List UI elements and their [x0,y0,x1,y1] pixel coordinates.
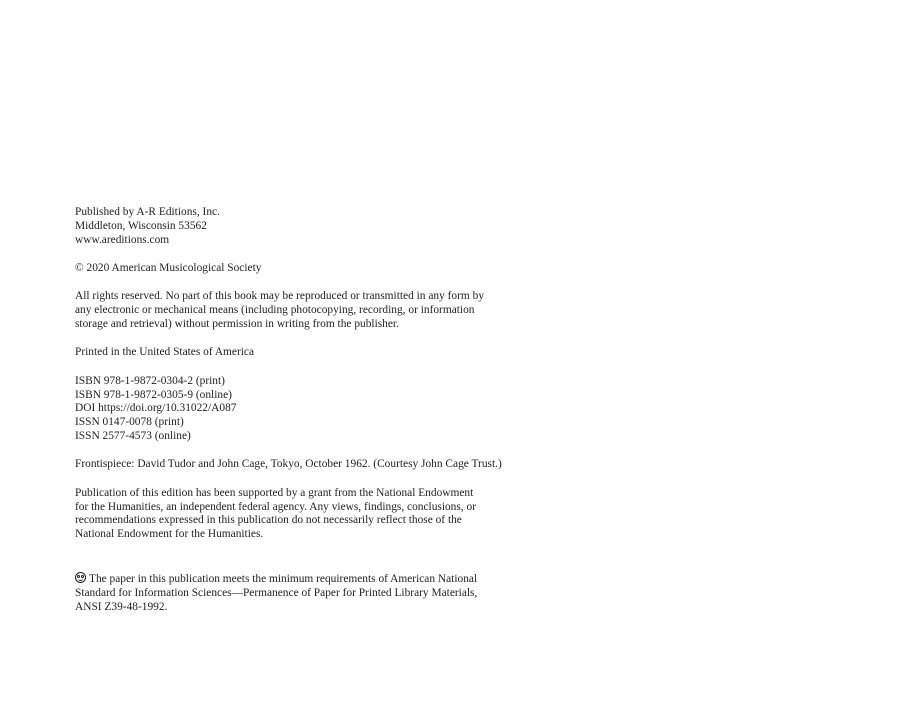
paper-line-2: Standard for Information Sciences—Permanence of Paper for Printed Library Materials, [75,586,478,599]
paper-line-3: ANSI Z39-48-1992. [75,600,168,613]
paper-line-1-wrapper [75,572,515,587]
copyright-line: © 2020 American Musicological Society [75,261,262,274]
copyright-notice [75,262,515,276]
publisher-info [75,206,515,247]
paper-line-1: The paper in this publication meets the minimum requirements of American National [89,572,478,585]
doi: DOI https://doi.org/10.31022/A087 [75,402,237,415]
grant-statement [75,487,515,542]
printed-location [75,346,515,360]
isbn-print: ISBN 978-1-9872-0304-2 (print) [75,374,225,387]
grant-line-4: National Endowment for the Humanities. [75,528,264,541]
publisher-location: Middleton, Wisconsin 53562 [75,219,207,232]
grant-line-2: for the Humanities, an independent federal agency. Any views, findings, conclusions, or [75,500,476,513]
publisher-website: www.areditions.com [75,233,170,246]
paper-statement [75,572,515,614]
acid-free-paper-icon [75,572,86,583]
identifiers [75,375,515,444]
grant-line-1: Publication of this edition has been supported by a grant from the National Endowment [75,486,474,499]
rights-line-1: All rights reserved. No part of this book may be reproduced or transmitted in any form by [75,290,485,303]
rights-statement [75,290,515,331]
copyright-block [75,206,515,614]
publisher-name: Published by A-R Editions, Inc. [75,206,220,218]
issn-online: ISSN 2577-4573 (online) [75,429,191,442]
frontispiece-credit [75,458,515,472]
rights-line-3: storage and retrieval) without permission in writing from the publisher. [75,317,399,330]
rights-line-2: any electronic or mechanical means (including photocopying, recording, or information [75,304,475,317]
isbn-online: ISBN 978-1-9872-0305-9 (online) [75,388,232,401]
issn-print: ISSN 0147-0078 (print) [75,416,184,429]
printed-line: Printed in the United States of America [75,346,255,359]
frontispiece-line: Frontispiece: David Tudor and John Cage, Tokyo, October 1962. (Courtesy John Cage Trust.) [75,458,502,471]
grant-line-3: recommendations expressed in this publication do not necessarily reflect those of the [75,514,462,527]
